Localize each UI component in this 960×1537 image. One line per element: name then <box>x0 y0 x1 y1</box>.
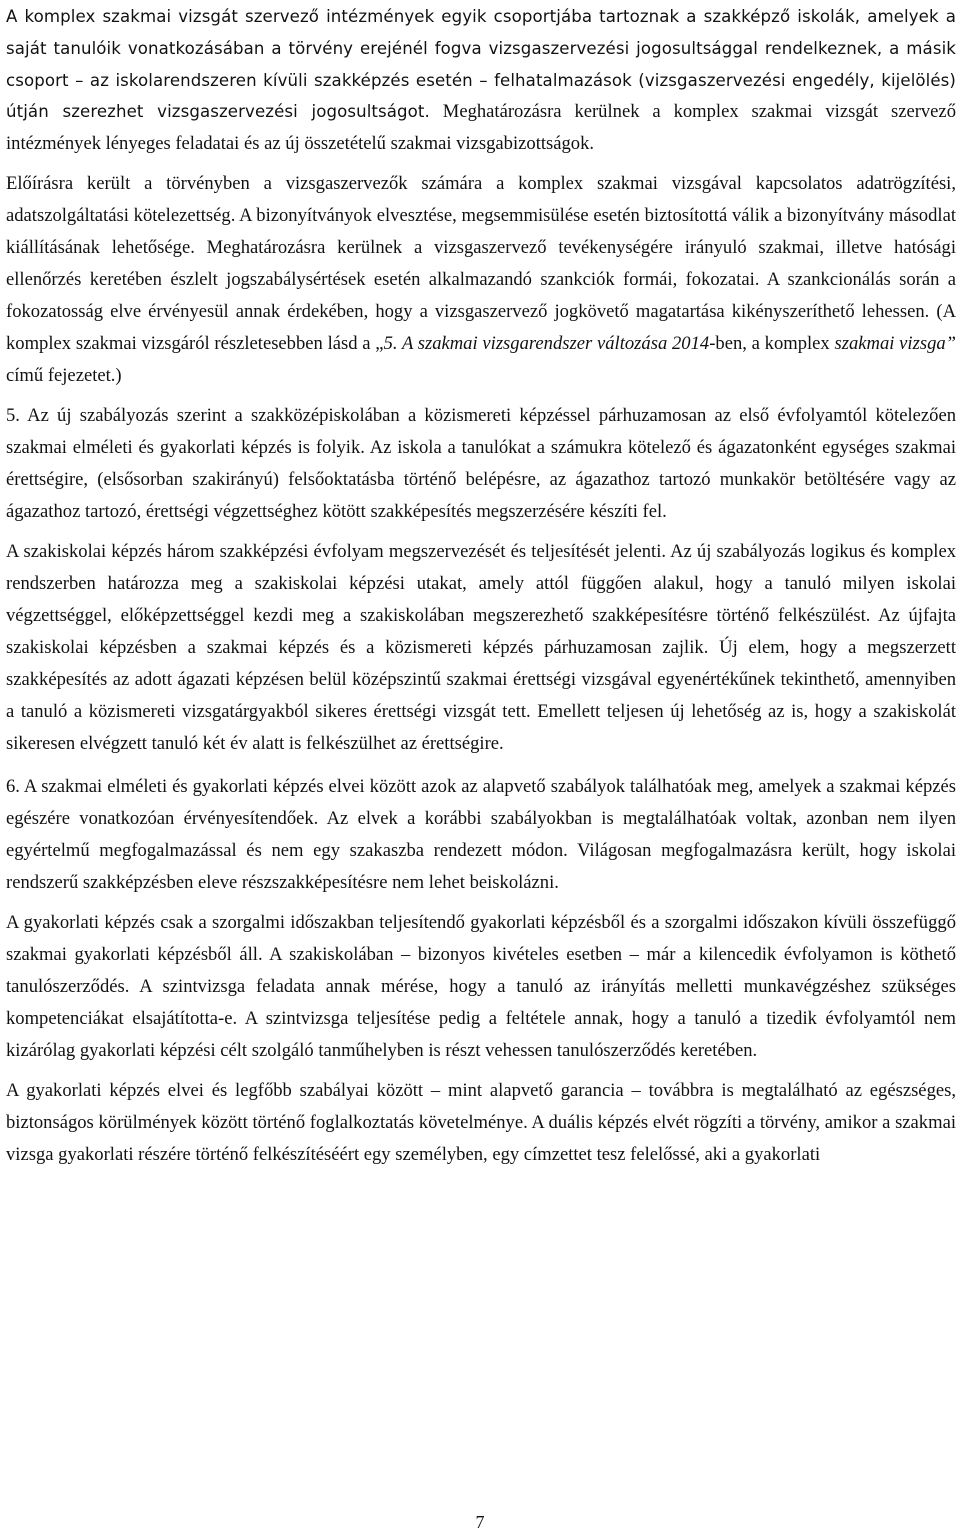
paragraph-data-obligations-text: Előírásra került a törvényben a vizsgaszervezők számára a komplex szakmai vizsgával kapcsolatos adatrögzítési, adatszolgáltatási kötelezettség. A bizonyítványok elvesztése, megsemmisülése esetén biztosítottá válik a bizonyítvány másodlat kiállításának lehetősége. Meghatározásra kerülnek a vizsgaszervező tevékenységére irányuló szakmai, illetve hatósági ellenőrzés keretében észlelt jogszabálysértések esetén alkalmazandó szankciók formái, fokozatai. A szankcionálás során a fokozatosság elve érvényesül annak érdekében, hogy a vizsgaszervező jogkövető magatartása kikényszeríthető lehessen. (A komplex szakmai vizsgáról részletesebben lásd a „ <box>6 172 956 354</box>
paragraph-point-6: 6. A szakmai elméleti és gyakorlati képzés elvei között azok az alapvető szabályok találhatóak meg, amelyek a szakmai képzés egészére vonatkozóan érvényesítendőek. Az elvek a korábbi szabályokban is megtalálhatóak voltak, azonban nem ilyen egyértelmű megfogalmazással és nem egy szakaszba rendezett módon. Világosan megfogalmazásra került, hogy iskolai rendszerű szakképzésben eleve részszakképesítésre nem lehet beiskolázni. <box>6 775 956 893</box>
paragraph-practical-training: A gyakorlati képzés csak a szorgalmi időszakban teljesítendő gyakorlati képzésből és a szorgalmi időszakon kívüli összefüggő szakmai gyakorlati képzésből áll. A szakiskolában – bizonyos kivételes esetben – már a kilencedik évfolyamon is köthető tanulószerződés. A szintvizsga feladata annak mérése, hogy a tanuló az irányítás melletti munkavégzéshez szükséges kompetenciákat elsajátította-e. A szintvizsga teljesítése pedig a feltétele annak, hogy a tanuló a tizedik évfolyamtól nem kizárólag gyakorlati képzési célt szolgáló tanműhelyben is részt vehessen tanulószerződés keretében. <box>6 911 956 1061</box>
paragraph-exam-organizers-part2: Meghatározásra kerülnek a komplex szakmai vizsgát szervező intézmények lényeges feladatai és az új összetételű szakmai vizsgabizottságok. <box>6 101 956 155</box>
document-page <box>6 0 956 1171</box>
chapter-reference-title-end: szakmai vizsga” <box>834 332 956 354</box>
paragraph-practical-principles: A gyakorlati képzés elvei és legfőbb szabályai között – mint alapvető garancia – továbbra is megtalálható az egészséges, biztonságos körülmények között történő foglalkoztatás követelménye. A duális képzés elvét rögzíti a törvény, amikor a szakmai vizsga gyakorlati részére történő felkészítéséért egy személyben, egy címzettet tesz felelőssé, aki a gyakorlati <box>6 1079 956 1165</box>
paragraph-data-obligations <box>6 168 956 392</box>
paragraph-vocational-school: A szakiskolai képzés három szakképzési évfolyam megszervezését és teljesítését jelenti. Az új szabályozás logikus és komplex rendszerben határozza meg a szakiskolai képzési utakat, amely attól függően alakul, hogy a tanuló milyen iskolai végzettséggel, előképzettséggel kezdi meg a szakiskolában megszerezhető szakképesítésre történő felkészülést. Az újfajta szakiskolai képzésben a szakmai képzés és a közismereti képzés párhuzamosan zajlik. Új elem, hogy a megszerzett szakképesítés az adott ágazati képzésen belül középszintű szakmai érettségi vizsgával egyenértékűnek tekinthető, amennyiben a tanuló a közismereti vizsgatárgyakból sikeres érettségi vizsgát tett. Emellett teljesen új lehetőség az is, hogy a szakiskolát sikeresen elvégzett tanuló két év alatt is felkészülhet az érettségire. <box>6 540 956 754</box>
paragraph-data-obligations-text-3: című fejezetet.) <box>6 364 122 386</box>
paragraph-data-obligations-text-2: -ben, a komplex <box>709 332 835 354</box>
paragraph-exam-organizers-part1: A komplex szakmai vizsgát szervező intézmények egyik csoportjába tartoznak a szakképző iskolák, amelyek a saját tanulóik vonatkozásában a törvény erejénél fogva vizsgaszervezési jogosultsággal rendelkeznek, a másik csoport – az iskolarendszeren kívüli szakképzés esetén – felhatalmazások (vizsgaszervezési engedély, kijelölés) útján szerezhet vizsgaszervezési jogosultságot. <box>6 7 956 122</box>
paragraph-exam-organizers <box>6 0 956 160</box>
paragraph-point-5: 5. Az új szabályozás szerint a szakközépiskolában a közismereti képzéssel párhuzamosan az első évfolyamtól kötelezően szakmai elméleti és gyakorlati képzés is folyik. Az iskola a tanulókat a számukra kötelező és ágazatonként egységes szakmai érettségire, (elsősorban szakirányú) felsőoktatásba történő belépésre, az ágazathoz tartozó munkakör betöltésére vagy az ágazathoz tartozó, érettségi végzettséghez kötött szakképesítés megszerzésére készíti fel. <box>6 404 956 522</box>
page-number: 7 <box>475 1512 485 1532</box>
chapter-reference-title: 5. A szakmai vizsgarendszer változása 2014 <box>383 332 710 354</box>
